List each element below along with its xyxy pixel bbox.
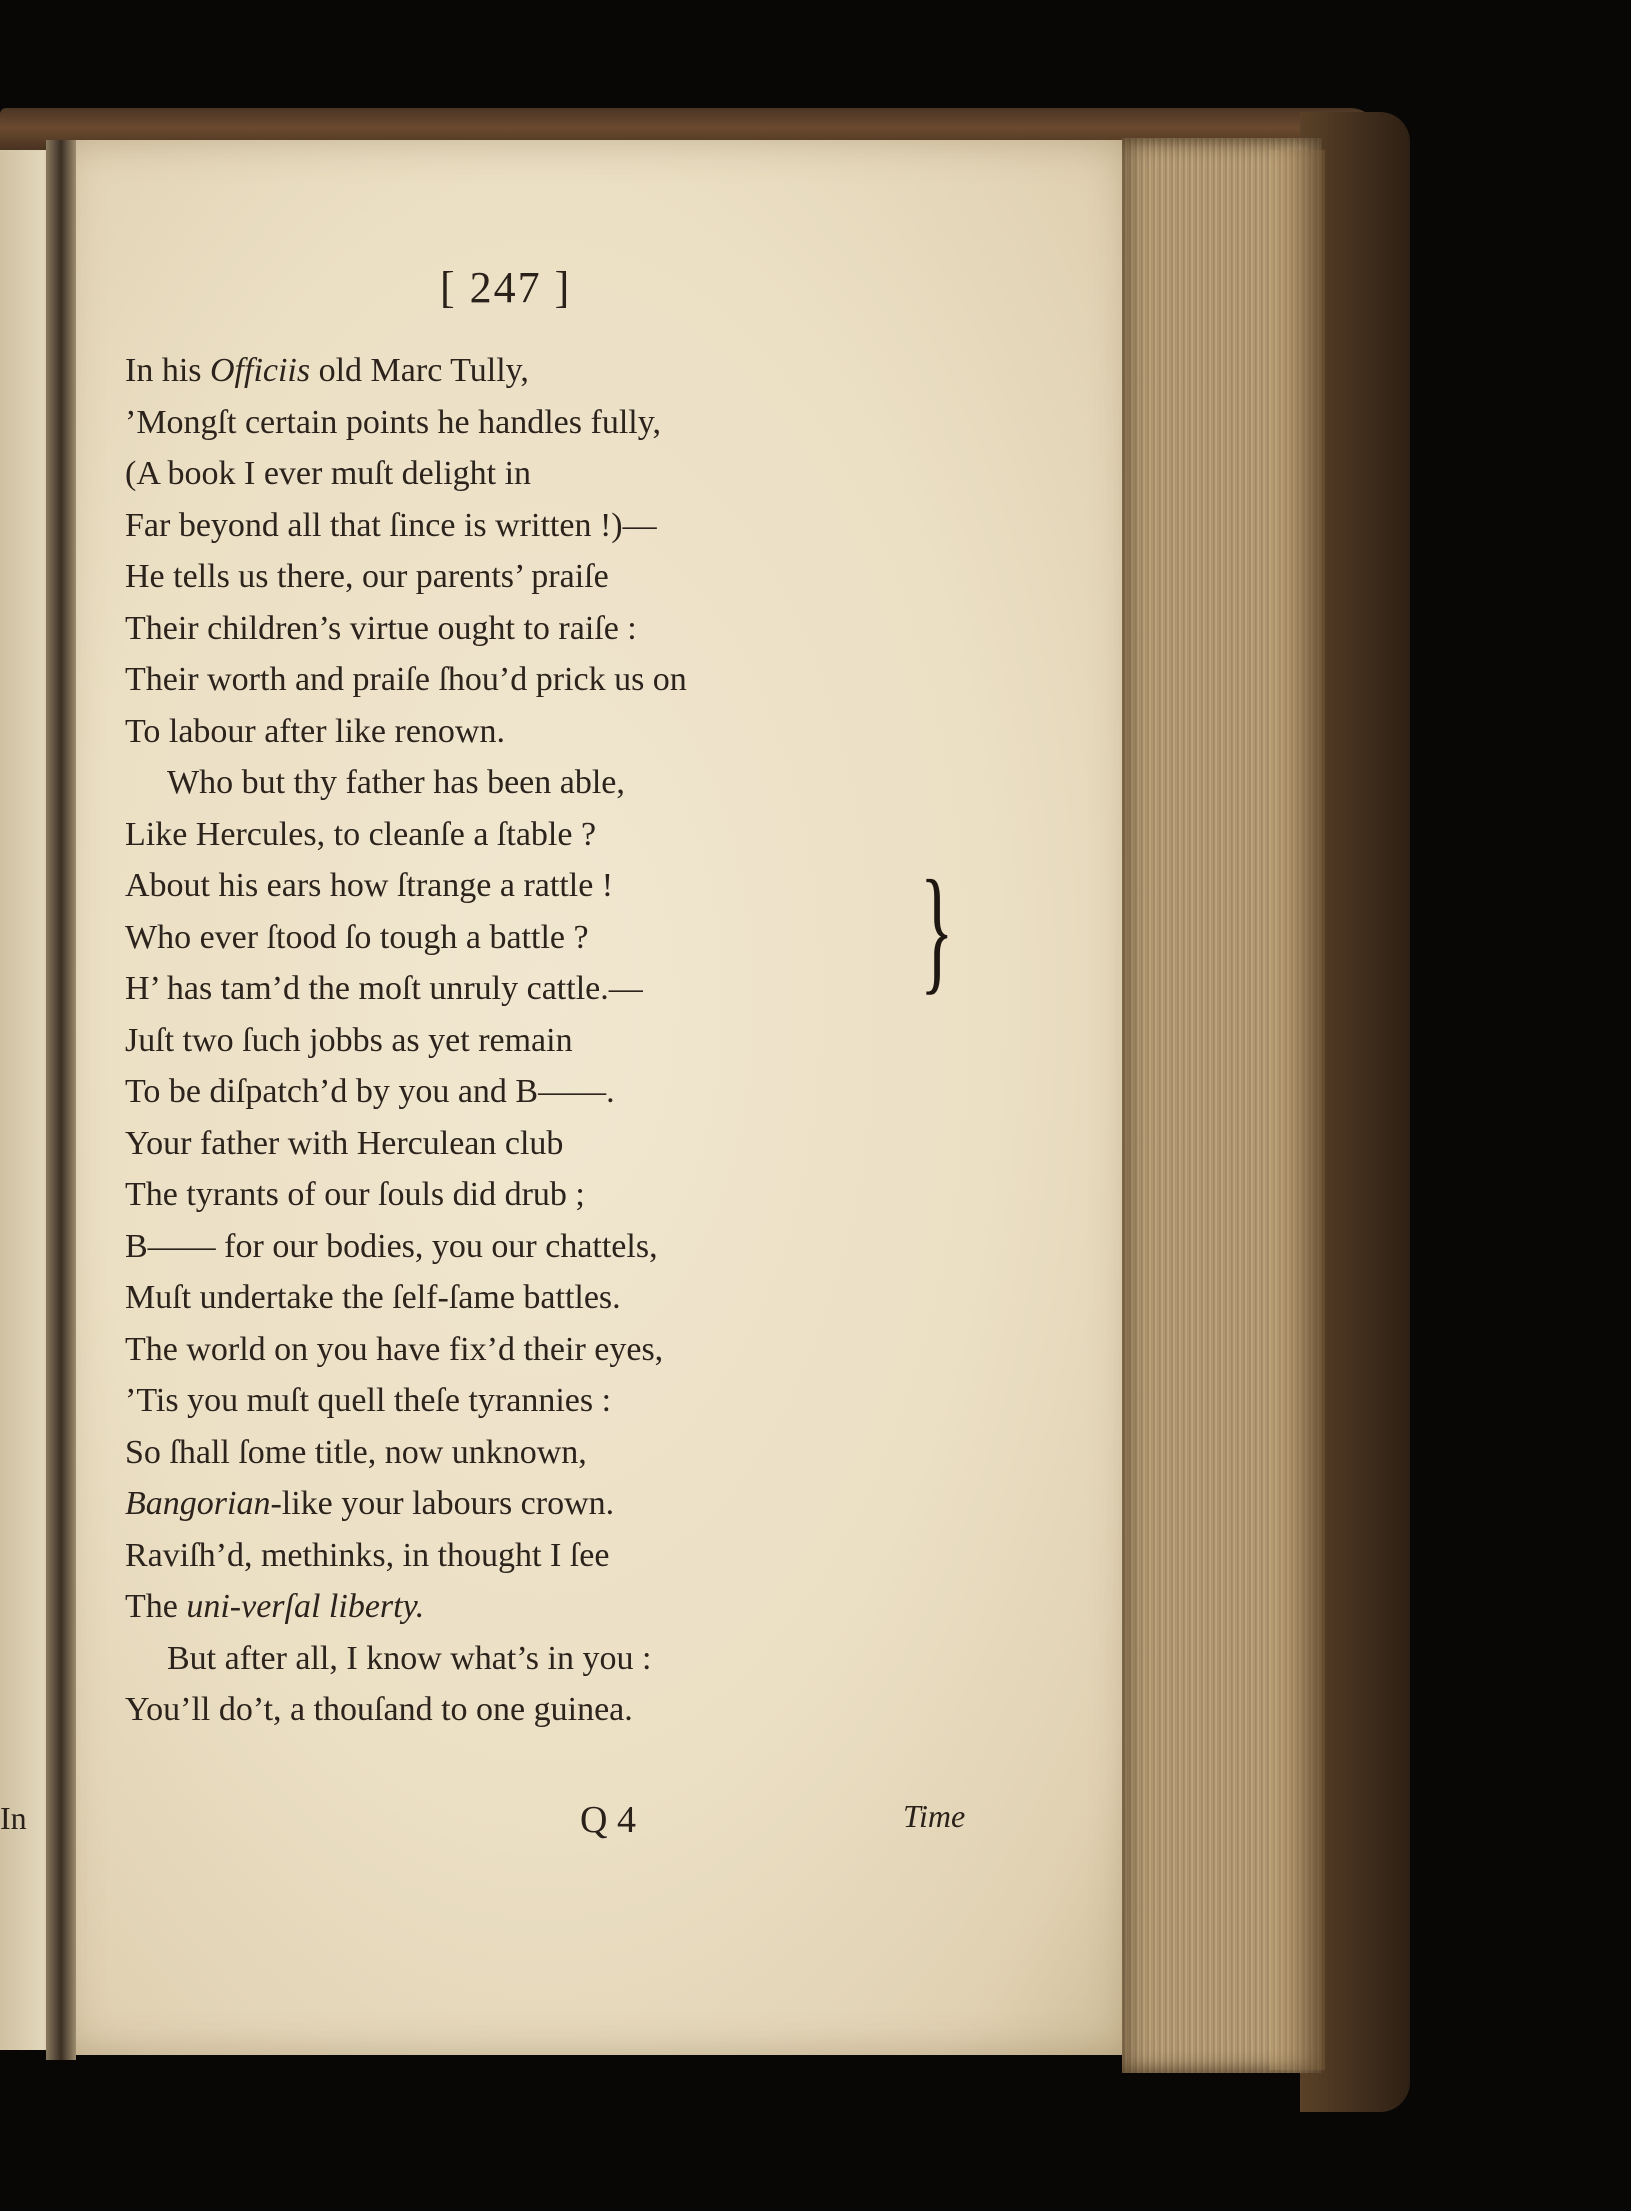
triplet-brace: } [920,852,954,1007]
poem-line: He tells us there, our parents’ praiſe [125,558,609,595]
poem-line: B—— for our bodies, you our chattels, [125,1227,658,1265]
poem-line: To be diſpatch’d by you and B——. [125,1073,615,1110]
poem-line: Bangorian-like your labours crown. [125,1485,615,1522]
poem-line: To labour after like renown. [125,712,505,750]
poem-line: Far beyond all that ſince is written !)— [125,506,657,544]
page-edges-shade [1270,150,1325,2070]
poem-line: But after all, I know what’s in you : [167,1639,652,1677]
poem-text [125,345,985,1736]
poem-line: H’ has tam’d the moſt unruly cattle.— [125,970,643,1007]
catchword: Time [903,1798,966,1834]
poem-line: You’ll do’t, a thouſand to one guinea. [125,1691,633,1728]
poem-line: About his ears how ſtrange a rattle ! [125,867,614,904]
gutter [46,140,76,2060]
poem-line: Who ever ſtood ſo tough a battle ? [125,918,589,956]
page-number-header: [ 247 ] [440,263,572,312]
poem-line: So ſhall ſome title, now unknown, [125,1433,587,1471]
poem-line: The uni-verſal liberty. [125,1588,425,1625]
signature-mark: Q 4 [580,1799,636,1841]
poem-line: Their children’s virtue ought to raiſe : [125,609,637,647]
left-page-catchword: In [0,1800,27,1836]
poem-line: Raviſh’d, methinks, in thought I ſee [125,1536,610,1574]
poem-line: Your father with Herculean club [125,1124,564,1162]
poem-line: (A book I ever muſt delight in [125,455,532,492]
poem-line: Like Hercules, to cleanſe a ſtable ? [125,815,597,853]
poem-line: Muſt undertake the ſelf-ſame battles. [125,1279,621,1316]
poem-line: Juſt two ſuch jobbs as yet remain [125,1021,573,1059]
poem-line: The world on you have fix’d their eyes, [125,1330,664,1368]
poem-line: Who but thy father has been able, [167,764,625,801]
poem-line: Their worth and praiſe ſhou’d prick us on [125,661,687,698]
poem-line: The tyrants of our ſouls did drub ; [125,1176,585,1213]
poem-line: ’Mongſt certain points he handles fully, [125,403,662,441]
poem-line: ’Tis you muſt quell theſe tyrannies : [125,1382,612,1419]
poem-line: In his Officiis old Marc Tully, [125,352,529,389]
